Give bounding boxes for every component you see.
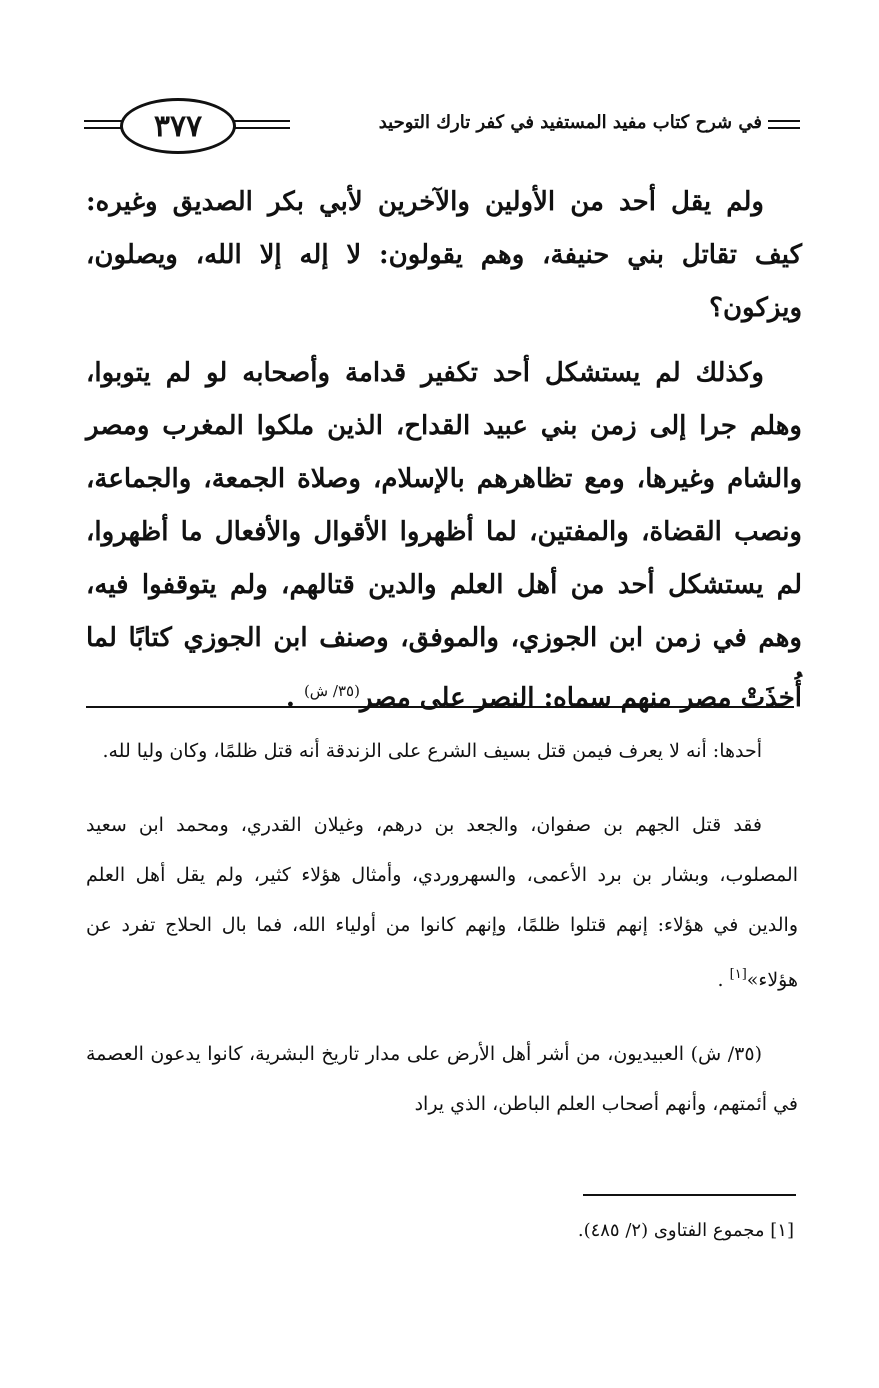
commentary-paragraph-end: . [717, 969, 724, 991]
commentary-paragraph: (٣٥/ ش) العبيديون، من أشر أهل الأرض على مدار تاريخ البشرية، كانوا يدعون العصمة في أئمتهم، وأنهم أصحاب العلم الباطن، الذي يراد [86, 1043, 798, 1115]
header-rule-right [768, 120, 800, 129]
header-rule-middle [232, 120, 290, 129]
footnote: [١] مجموع الفتاوى (٢/ ٤٨٥). [577, 1220, 794, 1241]
commentary-text [86, 726, 798, 1153]
main-paragraph [86, 347, 802, 725]
page-header [84, 98, 800, 160]
footnote-rule [583, 1194, 796, 1196]
main-paragraph-end: . [285, 683, 295, 713]
main-paragraph-text: وكذلك لم يستشكل أحد تكفير قدامة وأصحابه لو لم يتوبوا، وهلم جرا إلى زمن بني عبيد القداح، الذين ملكوا المغرب ومصر والشام وغيرها، ومع تظاهرهم بالإسلام، وصلاة الجمعة، والجماعة، ونصب القضاة، والمفتين، لما أظهروا الأقوال والأفعال ما أظهروا، لم يستشكل أحد من أهل العلم والدين قتالهم، ولم يتوقفوا فيه، وهم في زمن ابن الجوزي، والموفق، وصنف ابن الجوزي كتابًا لما أُخذَتْ مصر منهم سماه: النصر على مصر [86, 358, 802, 713]
footnote-marker: [١] [729, 967, 747, 982]
commentary-paragraph-text: فقد قتل الجهم بن صفوان، والجعد بن درهم، وغيلان القدري، ومحمد ابن سعيد المصلوب، وبشار بن برد الأعمى، والسهروردي، وأمثال هؤلاء كثير، ولم يقل أهل العلم والدين في هؤلاء: إنهم قتلوا ظلمًا، وإنهم كانوا من أولياء الله، فما بال الحلاج تفرد عن هؤلاء» [86, 814, 798, 991]
main-text [86, 176, 802, 737]
page-number-oval [120, 98, 236, 154]
running-title: في شرح كتاب مفيد المستفيد في كفر تارك التوحيد [378, 112, 762, 133]
commentary-paragraph [86, 800, 798, 1005]
main-paragraph: ولم يقل أحد من الأولين والآخرين لأبي بكر الصديق وغيره: كيف تقاتل بني حنيفة، وهم يقولون: لا إله إلا الله، ويصلون، ويزكون؟ [86, 187, 802, 323]
commentary-ref-marker: (٣٥/ ش) [303, 682, 360, 700]
commentary-paragraph: أحدها: أنه لا يعرف فيمن قتل بسيف الشرع على الزندقة أنه قتل ظلمًا، وكان وليا لله. [102, 740, 762, 762]
separator-rule [86, 706, 794, 708]
page-number: ٣٧٧ [153, 108, 203, 144]
